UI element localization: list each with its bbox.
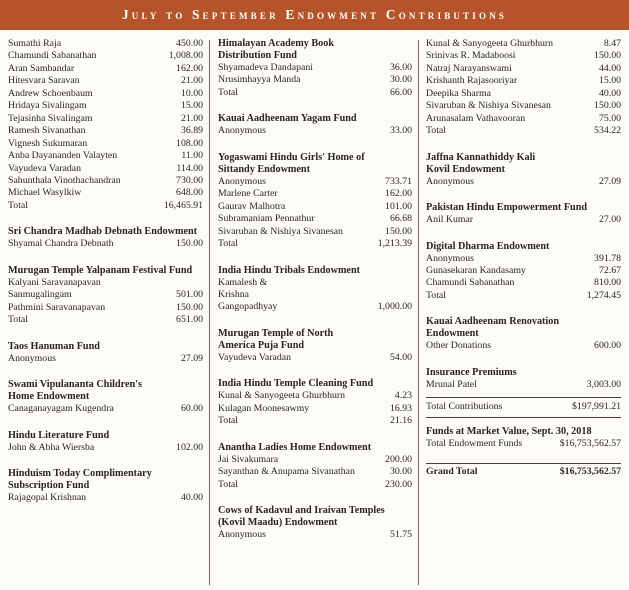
list-item [426, 50, 621, 62]
list-item [218, 201, 412, 213]
entry-amount: 40.00 [598, 87, 621, 99]
fund-section [8, 265, 203, 327]
list-item [218, 188, 412, 200]
fund-title: Jaffna Kannathiddy Kali Kovil Endowment [426, 151, 536, 175]
list-item [8, 238, 203, 250]
entry-name: Other Donations [426, 340, 492, 352]
list-item [426, 265, 621, 277]
entry-amount: 108.00 [176, 137, 203, 149]
divider [426, 463, 621, 464]
list-item [8, 442, 203, 454]
entry-name: Total [8, 199, 28, 211]
list-item [426, 277, 621, 289]
fund-title: Digital Dharma Endowment [426, 240, 550, 252]
entry-amount: 75.00 [598, 112, 621, 124]
entry-amount: 16.93 [389, 402, 412, 414]
fund-title: Murugan Temple Yalpanam Festival Fund [8, 264, 193, 276]
list-item [8, 63, 203, 75]
fund-section [8, 341, 203, 365]
entry-amount: 534.22 [594, 125, 621, 137]
entry-amount: 60.00 [180, 403, 203, 415]
column-1 [8, 38, 203, 590]
fund-section [426, 241, 621, 303]
entry-amount: 8.47 [603, 38, 621, 49]
column-divider [418, 40, 419, 585]
fund-section [218, 442, 412, 491]
entry-amount: 810.00 [594, 277, 621, 289]
list-item [426, 438, 621, 450]
entry-amount: 10.00 [180, 87, 203, 99]
list-item [426, 63, 621, 75]
entry-name: Anonymous [218, 529, 266, 541]
fund-section [426, 316, 621, 352]
list-item [426, 113, 621, 125]
entry-name: Subramaniam Pennathur [218, 213, 315, 225]
entry-amount: 11.00 [181, 150, 203, 162]
total-row [426, 125, 621, 137]
fund-title: Yogaswami Hindu Girls' Home of Sittandy Endowment [218, 151, 365, 175]
entry-name: Vayudeva Varadan [218, 351, 291, 363]
column-2 [218, 38, 412, 590]
entry-amount: 162.00 [385, 188, 412, 200]
fund-title: Pakistan Hindu Empowerment Fund [426, 202, 588, 214]
total-row [8, 200, 203, 212]
entry-amount: 33.00 [389, 125, 412, 137]
spacer [218, 428, 412, 442]
list-item [8, 353, 203, 365]
entry-name: Shyamadeva Dandapani [218, 62, 313, 73]
total-contributions-row [426, 401, 621, 413]
spacer [426, 138, 621, 152]
entry-amount: 1,008.00 [168, 50, 203, 62]
entry-amount: 102.00 [176, 441, 203, 453]
entry-name: Nrusimhayya Manda [218, 74, 301, 86]
list-item [8, 302, 203, 314]
list-item [218, 176, 412, 188]
entry-amount: 4.23 [394, 390, 412, 402]
entry-amount: 27.00 [598, 214, 621, 226]
list-item [218, 125, 412, 137]
market-value-title: Funds at Market Value, Sept. 30, 2018 [426, 425, 592, 437]
list-item [426, 75, 621, 87]
entry-amount: 648.00 [176, 187, 203, 199]
fund-title: Hinduism Today Complimentary Subscription Fund [8, 467, 152, 491]
page-title: July to September Endowment Contributions [121, 7, 508, 22]
list-item [218, 390, 412, 402]
list-item [8, 277, 203, 302]
fund-title: Taos Hanuman Fund [8, 340, 100, 352]
list-item [8, 88, 203, 100]
list-item [8, 75, 203, 87]
entry-name: Anonymous [8, 352, 56, 364]
entry-amount: 150.00 [594, 50, 621, 62]
entry-name: Andrew Schoenbaum [8, 87, 93, 99]
entry-name: Srinivas R. Madaboosi [426, 50, 516, 62]
entry-name: Pathmini Saravanapavan [8, 301, 106, 313]
list-item [8, 150, 203, 162]
list-item [8, 187, 203, 199]
list-item [426, 100, 621, 112]
fund-title: Kauai Aadheenam Yagam Fund [218, 113, 357, 125]
entry-amount: 72.67 [598, 264, 621, 276]
total-row [218, 415, 412, 427]
list-item [218, 352, 412, 364]
fund-section [218, 505, 412, 541]
entry-name: Deepika Sharma [426, 87, 492, 99]
fund-title: Anantha Ladies Home Endowment [218, 441, 372, 453]
entry-name: Total [218, 415, 238, 427]
entry-name: Gaurav Malhotra [218, 200, 286, 212]
fund-section [8, 430, 203, 454]
entry-name: Vayudeva Varadan [8, 162, 81, 174]
entry-name: Total [218, 238, 238, 250]
fund-section [218, 378, 412, 427]
entry-name: Anonymous [218, 175, 266, 187]
entry-amount: 40.00 [180, 491, 203, 503]
entry-amount: 391.78 [594, 252, 621, 264]
entry-amount: 733.71 [385, 175, 412, 187]
entry-name: Natraj Narayanswami [426, 62, 512, 74]
entry-name: Sahunthala Vinothachandran [8, 174, 121, 186]
entry-name: Sivaruban & Nishiya Sivanesan [218, 225, 343, 237]
column-3 [426, 38, 621, 590]
fund-title: Hindu Literature Fund [8, 429, 110, 441]
entry-name: Kalyani Saravanapavan Sanmugalingam [8, 276, 101, 301]
fund-title: Swami Vipulananta Children's Home Endowment [8, 379, 142, 403]
entry-amount: 66.00 [389, 86, 412, 98]
entry-amount: 730.00 [176, 174, 203, 186]
entry-amount: $16,753,562.57 [559, 437, 621, 449]
entry-name: Kamalesh & Krishna Gangopadhyay [218, 276, 278, 313]
entry-amount: 150.00 [594, 100, 621, 112]
fund-section [8, 226, 203, 250]
entry-name: Tejasinha Sivalingam [8, 112, 93, 124]
total-row [426, 290, 621, 302]
entry-amount: 21.16 [389, 415, 412, 427]
list-item [8, 100, 203, 112]
total-row [218, 87, 412, 99]
fund-title: Murugan Temple of North America Puja Fund [218, 327, 334, 351]
total-row [8, 314, 203, 326]
entry-name: Kunal & Sanyogeeta Ghurbhurn [218, 390, 346, 402]
entry-name: Anonymous [218, 125, 266, 137]
list-item [426, 340, 621, 352]
entry-amount: $197,991.21 [572, 401, 621, 413]
list-item [8, 38, 203, 50]
entry-name: Krishanth Rajasooriyar [426, 75, 518, 87]
total-row [218, 479, 412, 491]
entry-name: Kunal & Sanyogeeta Ghurbhurn [426, 38, 554, 49]
list-item [8, 125, 203, 137]
entry-name: Anonymous [426, 175, 474, 187]
spacer [218, 314, 412, 328]
spacer [218, 251, 412, 265]
fund-title: India Hindu Temple Cleaning Fund [218, 378, 374, 390]
entry-amount: 1,274.45 [586, 289, 621, 301]
list-item [8, 113, 203, 125]
fund-section [218, 113, 412, 137]
page-title-banner [0, 0, 629, 30]
fund-section [426, 202, 621, 226]
spacer [8, 251, 203, 265]
entry-amount: 200.00 [385, 453, 412, 465]
list-item [218, 74, 412, 86]
fund-title: Sri Chandra Madhab Debnath Endowment [8, 226, 198, 238]
entry-amount: 450.00 [176, 38, 203, 49]
spacer [8, 416, 203, 430]
entry-amount: 36.00 [389, 62, 412, 73]
entry-name: Rajagopal Krishnan [8, 491, 87, 503]
list-item [218, 213, 412, 225]
list-item [426, 214, 621, 226]
entry-name: Hitesvara Saravan [8, 75, 80, 87]
entry-amount: 150.00 [385, 225, 412, 237]
entry-name: Jai Sivakumara [218, 453, 279, 465]
list-item [218, 226, 412, 238]
list-item [8, 403, 203, 415]
entry-amount: 51.75 [389, 529, 412, 541]
fund-title: Himalayan Academy Book Distribution Fund [218, 38, 335, 61]
divider [426, 397, 621, 398]
entry-amount: 44.00 [598, 62, 621, 74]
list-item [218, 529, 412, 541]
spacer [8, 212, 203, 226]
list-item [8, 50, 203, 62]
market-value-section [426, 426, 621, 450]
entry-amount: 15.00 [598, 75, 621, 87]
fund-section [218, 265, 412, 314]
entry-amount: 16,465.91 [163, 199, 203, 211]
spacer [218, 138, 412, 152]
fund-title: Cows of Kadavul and Iraivan Temples (Kovil Maadu) Endowment [218, 505, 385, 529]
entry-name: Total Endowment Funds [426, 437, 523, 449]
list-item [8, 492, 203, 504]
entry-amount: 54.00 [389, 351, 412, 363]
entry-name: Grand Total [426, 466, 478, 478]
entry-name: Total Contributions [426, 401, 503, 413]
list-item [426, 38, 621, 50]
spacer [8, 365, 203, 379]
donor-list [8, 38, 203, 212]
entry-name: Total [218, 478, 238, 490]
fund-section [426, 367, 621, 391]
donor-list [426, 38, 621, 138]
total-row [218, 238, 412, 250]
fund-section [8, 379, 203, 415]
list-item [426, 176, 621, 188]
entry-name: Anba Dayananden Valayten [8, 150, 118, 162]
entry-name: Chamundi Sabanathan [426, 277, 515, 289]
entry-name: Ramesh Sivanathan [8, 125, 86, 137]
entry-name: Gunasekaran Kandasamy [426, 264, 526, 276]
fund-title: India Hindu Tribals Endowment [218, 264, 361, 276]
list-item [426, 88, 621, 100]
entry-name: Michael Wasylkiw [8, 187, 82, 199]
spacer [218, 364, 412, 378]
entry-name: Arunasalam Vathavooran [426, 112, 526, 124]
entry-name: Chamundi Sabanathan [8, 50, 97, 62]
spacer [218, 491, 412, 505]
entry-amount: 1,213.39 [377, 238, 412, 250]
entry-name: Anonymous [426, 252, 474, 264]
entry-amount: 36.89 [180, 125, 203, 137]
spacer [218, 99, 412, 113]
list-item [426, 253, 621, 265]
entry-amount: 21.00 [180, 112, 203, 124]
entry-name: John & Abha Wiersba [8, 441, 95, 453]
list-item [218, 277, 412, 314]
list-item [8, 175, 203, 187]
list-item [218, 466, 412, 478]
spacer [8, 454, 203, 468]
spacer [426, 227, 621, 241]
entry-name: Total [426, 289, 446, 301]
entry-amount: 3,003.00 [586, 378, 621, 390]
entry-name: Sumathi Raja [8, 38, 62, 49]
entry-amount: 1,000.00 [377, 301, 412, 313]
fund-title: Kauai Aadheenam Renovation Endowment [426, 316, 560, 340]
entry-amount: 150.00 [176, 238, 203, 250]
list-item [218, 403, 412, 415]
entry-amount: 150.00 [176, 301, 203, 313]
entry-name: Shyamal Chandra Debnath [8, 238, 114, 250]
fund-section [426, 152, 621, 188]
list-item [426, 379, 621, 391]
fund-title: Insurance Premiums [426, 366, 517, 378]
fund-section [218, 328, 412, 364]
entry-amount: 501.00 [176, 289, 203, 301]
entry-amount: 30.00 [389, 74, 412, 86]
entry-name: Total [8, 314, 28, 326]
entry-name: Total [218, 86, 238, 98]
entry-amount: 27.09 [180, 352, 203, 364]
entry-name: Vignesh Sukumaran [8, 137, 88, 149]
entry-name: Kulagan Moonesawmy [218, 402, 310, 414]
fund-section [8, 468, 203, 504]
entry-name: Hridaya Sivalingam [8, 100, 87, 112]
entry-amount: 230.00 [385, 478, 412, 490]
entry-amount: 600.00 [594, 340, 621, 352]
entry-amount: 101.00 [385, 200, 412, 212]
entry-name: Aran Sambandar [8, 62, 75, 74]
entry-name: Marlene Carter [218, 188, 278, 200]
entry-amount: 30.00 [389, 466, 412, 478]
entry-name: Mrunal Patel [426, 378, 477, 390]
entry-amount: 21.00 [180, 75, 203, 87]
entry-name: Anil Kumar [426, 214, 474, 226]
entry-amount: 162.00 [176, 62, 203, 74]
fund-section [218, 152, 412, 251]
fund-section [218, 38, 412, 99]
entry-amount: 114.00 [176, 162, 203, 174]
entry-amount: 651.00 [176, 314, 203, 326]
list-item [8, 138, 203, 150]
spacer [426, 353, 621, 367]
entry-name: Sivaruban & Nishiya Sivanesan [426, 100, 551, 112]
entry-amount: 15.00 [180, 100, 203, 112]
spacer [426, 188, 621, 202]
list-item [8, 163, 203, 175]
entry-name: Canaganayagam Kugendra [8, 403, 114, 415]
spacer [426, 302, 621, 316]
entry-name: Sayanthan & Anupama Sivanathan [218, 466, 355, 478]
list-item [218, 454, 412, 466]
entry-amount: $16,753,562.57 [559, 466, 621, 478]
entry-amount: 66.68 [389, 213, 412, 225]
entry-name: Total [426, 125, 446, 137]
grand-total-row [426, 466, 621, 478]
spacer [8, 327, 203, 341]
entry-amount: 27.09 [598, 175, 621, 187]
column-divider [209, 40, 210, 585]
list-item [218, 62, 412, 74]
